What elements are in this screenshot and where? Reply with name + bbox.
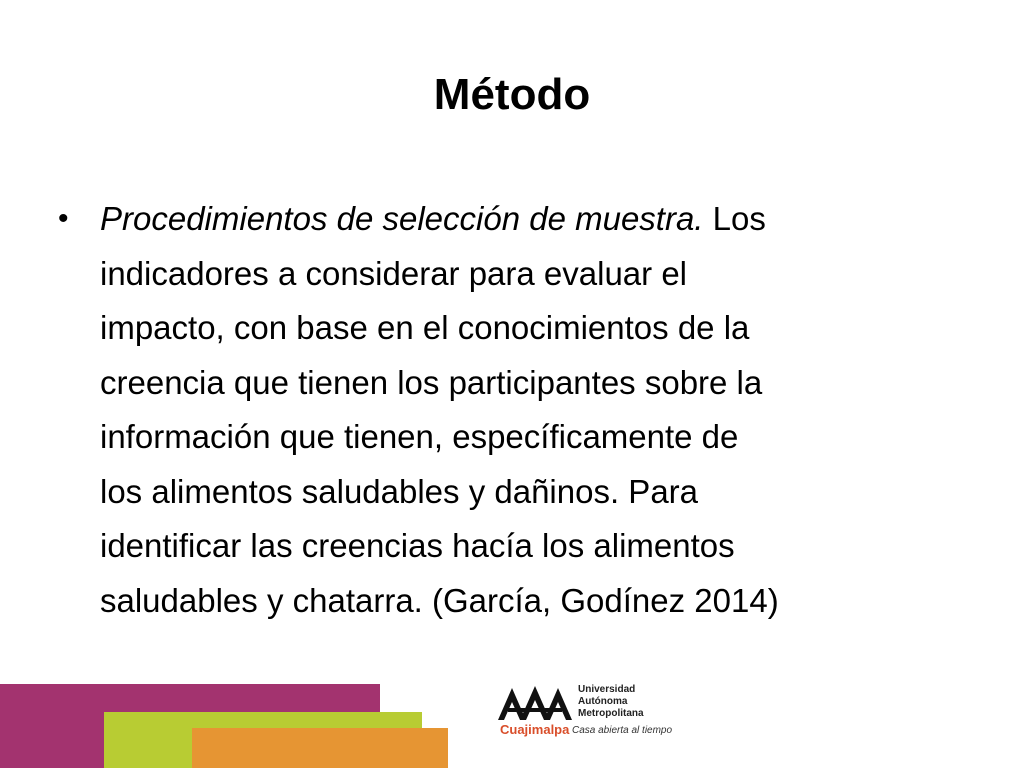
bullet-lead-italic: Procedimientos de selección de muestra. <box>100 200 704 237</box>
logo-name-line: Metropolitana <box>578 708 644 719</box>
bullet-item <box>58 192 958 628</box>
logo-campus-label: Cuajimalpa <box>500 722 570 737</box>
bullet-line-3: impacto, con base en el conocimientos de la <box>100 309 750 346</box>
bullet-text <box>100 192 940 628</box>
footer-band-orange <box>192 728 448 768</box>
bullet-line-2: indicadores a considerar para evaluar el <box>100 254 688 292</box>
logo-name-line: Universidad <box>578 684 636 695</box>
bullet-line-8: saludables y chatarra. (García, Godínez 2014) <box>100 581 779 619</box>
logo-institution-name <box>578 684 644 720</box>
slide-footer <box>0 676 1024 768</box>
bullet-line-4: creencia que tienen los participantes sobre la <box>100 363 763 401</box>
bullet-line-1 <box>100 192 940 247</box>
uam-logo <box>498 684 698 744</box>
logo-motto: Casa abierta al tiempo <box>572 725 673 736</box>
slide-title: Método <box>433 70 591 120</box>
slide-content <box>58 192 958 628</box>
uam-logo-icon <box>498 684 572 720</box>
bullet-line-5: información que tienen, específicamente de <box>100 418 739 455</box>
bullet-line-6: los alimentos saludables y dañinos. Para <box>100 472 699 510</box>
bullet-lead-rest: Los <box>703 200 766 237</box>
logo-name-line: Autónoma <box>578 696 628 707</box>
bullet-line-7: identificar las creencias hacía los alimentos <box>100 527 735 564</box>
bullet-marker: • <box>58 202 69 235</box>
